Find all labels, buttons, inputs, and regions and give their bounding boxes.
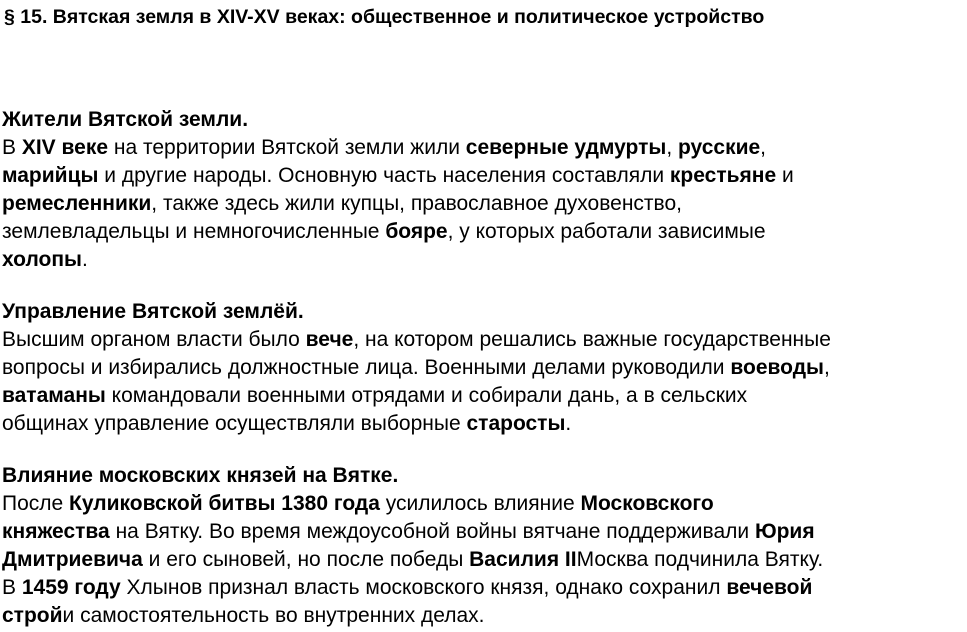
bold-term: бояре	[385, 220, 448, 243]
text-segment: и самостоятельность во внутренних делах.	[62, 604, 485, 627]
bold-term: марийцы	[2, 164, 99, 187]
bold-term: северные удмурты	[465, 136, 667, 159]
text-line	[2, 134, 967, 162]
text-segment: .	[81, 248, 88, 271]
section-governance	[2, 298, 967, 438]
text-segment: В	[2, 576, 22, 599]
text-line	[2, 410, 967, 438]
text-segment: Москва подчинила Вятку.	[576, 548, 824, 571]
text-line	[2, 218, 967, 246]
text-line	[2, 354, 967, 382]
text-segment: на территории Вятской земли жили	[108, 136, 466, 159]
text-segment: , у которых работали зависимые	[447, 220, 766, 243]
text-segment: ,	[823, 356, 830, 379]
text-segment: , также здесь жили купцы, православное духовенство,	[151, 192, 682, 215]
text-line	[2, 190, 967, 218]
bold-term: ремесленники	[2, 192, 152, 215]
text-segment: землевладельцы и немногочисленные	[2, 220, 386, 243]
section-heading: Влияние московских князей на Вятке.	[2, 464, 399, 487]
bold-term: Дмитриевича	[2, 548, 143, 571]
text-line	[2, 518, 967, 546]
text-line	[2, 574, 967, 602]
bold-term: вечевой	[726, 576, 813, 599]
section-body	[2, 490, 967, 630]
text-segment: командовали военными отрядами и собирали дань, а в сельских	[105, 384, 748, 407]
bold-term: крестьяне	[669, 164, 777, 187]
bold-term: 1459 году	[21, 576, 121, 599]
text-line	[2, 490, 967, 518]
text-segment: ,	[760, 136, 767, 159]
text-segment: Высшим органом власти было	[2, 328, 306, 351]
bold-term: Московского	[580, 492, 714, 515]
bold-term: русские	[678, 136, 761, 159]
text-line	[2, 246, 967, 274]
text-line	[2, 602, 967, 630]
section-heading: Жители Вятской земли.	[2, 108, 249, 131]
bold-term: Юрия	[754, 520, 815, 543]
text-segment: В	[2, 136, 22, 159]
text-line	[2, 326, 967, 354]
text-segment: и	[776, 164, 794, 187]
page-title: § 15. Вятская земля в XIV-XV веках: общественное и политическое устройство	[4, 6, 765, 28]
bold-term: Василия II	[469, 548, 577, 571]
text-segment: Хлынов признал власть московского князя, однако сохранил	[120, 576, 727, 599]
section-moscow-influence	[2, 462, 967, 630]
bold-term: княжества	[2, 520, 110, 543]
text-segment: общинах управление осуществляли выборные	[2, 412, 467, 435]
text-segment: После	[2, 492, 70, 515]
bold-term: вече	[305, 328, 354, 351]
text-segment: усилилось влияние	[379, 492, 581, 515]
text-segment: и его сыновей, но после победы	[142, 548, 470, 571]
text-segment: на Вятку. Во время междоусобной войны вятчане поддерживали	[109, 520, 755, 543]
text-segment: и другие народы. Основную часть населения составляли	[98, 164, 670, 187]
text-segment: , на котором решались важные государственные	[353, 328, 831, 351]
text-segment: ,	[666, 136, 678, 159]
bold-term: холопы	[2, 248, 82, 271]
section-body	[2, 134, 967, 274]
bold-term: воеводы	[730, 356, 824, 379]
section-heading: Управление Вятской землёй.	[2, 300, 304, 323]
section-body	[2, 326, 967, 438]
bold-term: ватаманы	[2, 384, 106, 407]
text-line	[2, 162, 967, 190]
text-line	[2, 546, 967, 574]
text-line	[2, 382, 967, 410]
bold-term: Куликовской битвы 1380 года	[69, 492, 380, 515]
text-segment: вопросы и избирались должностные лица. Военными делами руководили	[2, 356, 731, 379]
bold-term: строй	[2, 604, 63, 627]
bold-term: старосты	[466, 412, 566, 435]
bold-term: XIV веке	[21, 136, 109, 159]
section-inhabitants	[2, 106, 967, 274]
text-segment: .	[565, 412, 572, 435]
